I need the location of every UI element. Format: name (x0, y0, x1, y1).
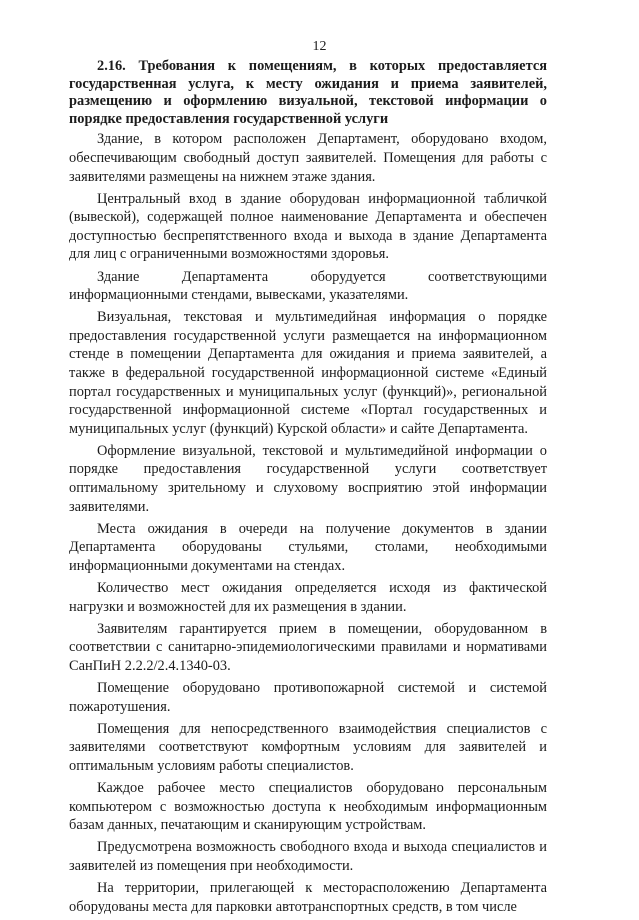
paragraph: Здание, в котором расположен Департамент, оборудовано входом, обеспечивающим свободный доступ заявителей. Помещения для работы с заявителями размещены на нижнем этаже здания. (69, 131, 547, 185)
paragraph: Количество мест ожидания определяется исходя из фактической нагрузки и возможностей для их размещения в здании. (69, 580, 547, 615)
paragraph: Заявителям гарантируется прием в помещении, оборудованном в соответствии с санитарно-эпидемиологическими правилами и нормативами СанПиН 2.2.2/2.4.1340-03. (69, 620, 547, 674)
paragraph: Оформление визуальной, текстовой и мультимедийной информации о порядке предоставления государственной услуги соответствует оптимальному зрительному и слуховому восприятию этой информации заявителями. (69, 442, 547, 515)
paragraph: На территории, прилегающей к месторасположению Департамента оборудованы места для парковки автотранспортных средств, в том числе (69, 879, 547, 915)
paragraph: Предусмотрена возможность свободного входа и выхода специалистов и заявителей из помещения при необходимости. (69, 839, 547, 874)
paragraph: Помещения для непосредственного взаимодействия специалистов с заявителями соответствуют комфортным условиям для заявителей и оптимальным условиям работы специалистов. (69, 720, 547, 774)
paragraph: Здание Департамента оборудуется соответствующими информационными стендами, вывесками, указателями. (69, 268, 547, 304)
paragraph: Места ожидания в очереди на получение документов в здании Департамента оборудованы стульями, столами, необходимыми информационными документами на стендах. (69, 520, 547, 574)
paragraph: Центральный вход в здание оборудован информационной табличкой (вывеской), содержащей полное наименование Департамента и обеспечен доступностью беспрепятственного входа и выхода в здание Департамента для лиц с ограниченными возможностями здоровья. (69, 190, 547, 263)
paragraph: Визуальная, текстовая и мультимедийная информация о порядке предоставления государственной услуги размещается на информационном стенде в помещении Департамента для ожидания и приема заявителей, а также в федеральной государственной информационной системе «Единый портал государственных и муниципальных услуг (функций)», региональной государственной информационной системе «Портал государственных и муниципальных услуг (функций) Курской области» и сайте Департамента. (69, 309, 547, 437)
page-number: 12 (312, 39, 327, 54)
paragraph: Каждое рабочее место специалистов оборудовано персональным компьютером с возможностью доступа к необходимым информационным базам данных, печатающим и сканирующим устройствам. (69, 779, 547, 834)
paragraph: Помещение оборудовано противопожарной системой и системой пожаротушения. (69, 680, 547, 715)
section-heading: 2.16. Требования к помещениям, в которых предоставляется государственная услуга, к месту ожидания и приема заявителей, размещению и оформлению визуальной, текстовой информации о порядке предоставления государственной услуги (69, 58, 547, 127)
document-body (69, 58, 547, 920)
